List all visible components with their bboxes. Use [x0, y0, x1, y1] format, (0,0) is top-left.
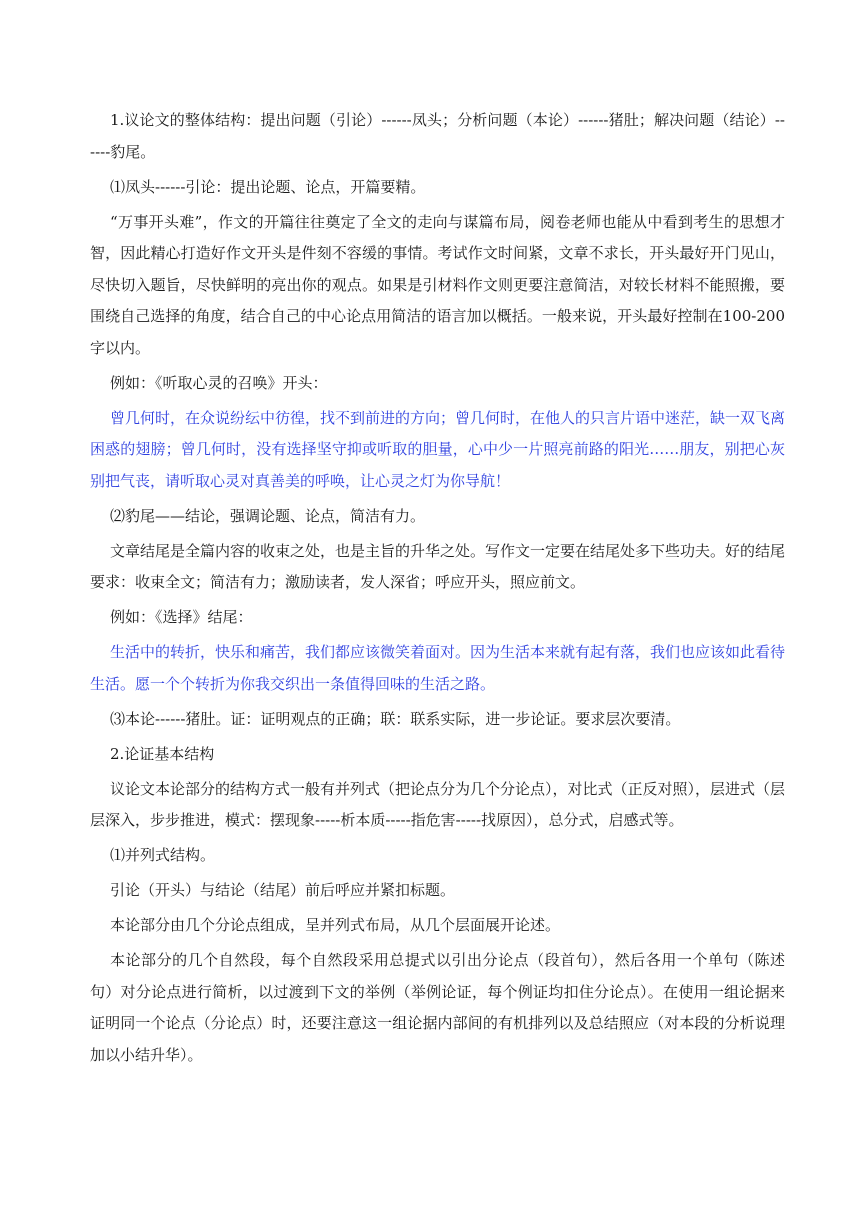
- paragraph-opening-example-title: 例如：《听取心灵的召唤》开头：: [110, 373, 328, 392]
- paragraph-ending-example: 生活中的转折，快乐和痛苦，我们都应该微笑着面对。因为生活本来就有起有落，我们也应该如此看待生活。愿一个个转折为你我交织出一条值得回味的生活之路。: [90, 643, 786, 693]
- paragraph-opening-advice: “万事开头难”，作文的开篇往往奠定了全文的走向与谋篇布局，阅卷老师也能从中看到考生的思想才智，因此精心打造好作文开头是件刻不容缓的事情。考试作文时间紧，文章不求长，开头最好开门见山，尽快切入题旨，尽快鲜明的亮出你的观点。如果是引材料作文则更要注意简洁，对较长材料不能照搬，要围绕自己选择的角度，结合自己的中心论点用简洁的语言加以概括。一般来说，开头最好控制在100-200字以内。: [90, 212, 785, 357]
- paragraph-opening-example: 曾几何时，在众说纷纭中彷徨，找不到前进的方向；曾几何时，在他人的只言片语中迷茫，缺一双飞离困惑的翅膀；曾几何时，没有选择坚守抑或听取的胆量，心中少一片照亮前路的阳光……朋友，别把心灰别把气丧，请听取心灵对真善美的呼唤，让心灵之灯为你导航！: [90, 408, 786, 490]
- paragraph-parallel-heading: ⑴并列式结构。: [110, 846, 216, 864]
- paragraph-parallel-detail: 本论部分的几个自然段，每个自然段采用总提式以引出分论点（段首句），然后各用一个单句（陈述句）对分论点进行简析，以过渡到下文的举例（举例论证，每个例证均扣住分论点）。在使用一组论据来证明同一个论点（分论点）时，还要注意这一组论据内部间的有机排列以及总结照应（对本段的分析说理加以小结升华）。: [90, 951, 785, 1064]
- paragraph-ending-advice: 文章结尾是全篇内容的收束之处，也是主旨的升华之处。写作文一定要在结尾处多下些功夫。好的结尾要求：收束全文；简洁有力；激励读者，发人深省；呼应开头，照应前文。: [90, 541, 786, 591]
- paragraph-parallel-intro: 引论（开头）与结论（结尾）前后呼应并紧扣标题。: [110, 881, 456, 899]
- document-body: [90, 105, 785, 1075]
- paragraph-parallel-body: 本论部分由几个分论点组成，呈并列式布局，从几个层面展开论述。: [110, 916, 561, 934]
- paragraph-section-2-heading: 2.论证基本结构: [110, 744, 215, 763]
- paragraph-leopard-tail: ⑵豹尾——结论，强调论题、论点，简洁有力。: [110, 506, 426, 525]
- paragraph-overall-structure: 1.议论文的整体结构：提出问题（引论）------凤头；分析问题（本论）------猪肚；解决问题（结论）------豹尾。: [90, 111, 785, 161]
- paragraph-ending-example-title: 例如：《选择》结尾：: [110, 608, 253, 626]
- paragraph-phoenix-head: ⑴凤头------引论：提出论题、论点，开篇要精。: [110, 177, 426, 196]
- paragraph-structure-types: 议论文本论部分的结构方式一般有并列式（把论点分为几个分论点），对比式（正反对照），层进式（层层深入，步步推进，模式：摆现象-----析本质-----指危害-----找原因），总分式，启感式等。: [90, 779, 786, 829]
- paragraph-pig-belly: ⑶本论------猪肚。证：证明观点的正确；联：联系实际，进一步论证。要求层次要清。: [110, 709, 681, 728]
